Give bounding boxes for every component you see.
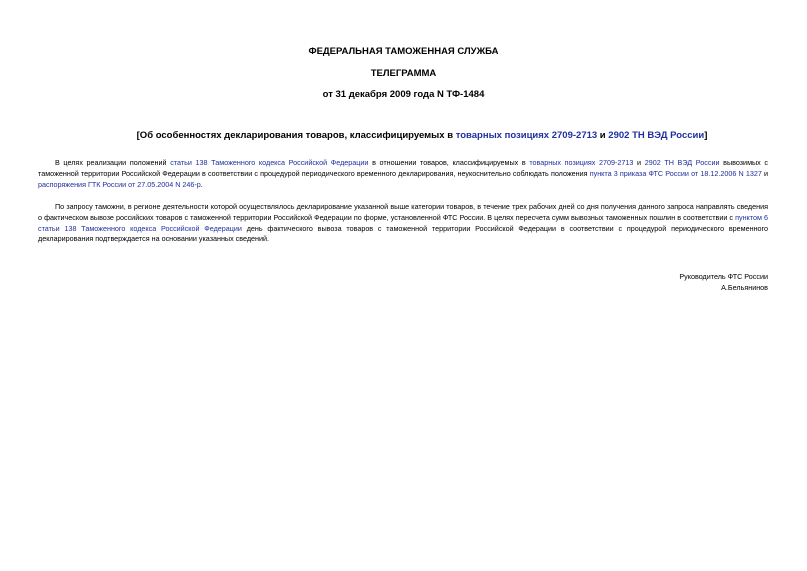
text-fragment: и bbox=[633, 158, 645, 167]
subject-middle: и bbox=[597, 130, 609, 141]
signature-title: Руководитель ФТС России bbox=[679, 272, 768, 281]
subject-prefix: [Об особенностях декларирования товаров, классифицируемых в bbox=[136, 130, 456, 141]
link-commodity-positions[interactable]: товарных позициях 2709-2713 bbox=[529, 158, 634, 167]
document-type: ТЕЛЕГРАММА bbox=[370, 68, 437, 79]
link-directive-246r[interactable]: распоряжения ГТК России от 27.05.2004 N 246-р bbox=[38, 179, 201, 189]
link-order-1327[interactable]: пункта 3 приказа ФТС России от 18.12.2006 N 1327 bbox=[589, 168, 762, 178]
link-article-138-item-6[interactable]: пунктом 6 статьи 138 Таможенного кодекса Российской Федерации bbox=[38, 212, 768, 233]
document-date: от 31 декабря 2009 года N ТФ-1484 bbox=[322, 89, 485, 100]
text-fragment: По запросу таможни, в регионе деятельности которой осуществлялось декларирование указанной выше категории товаров, в течение трех рабочих дней со дня получения данного запроса направлять сведения о фактическом вывозе российских товаров с таможенной территории Российской Федерации по форме, установленной ФТС России. В целях пересчета сумм вывозных таможенных пошлин в соответствии с bbox=[38, 202, 768, 222]
text-fragment: вывозимых с таможенной территории Российской Федерации в соответствии с процедурой периодического временного декларирования, неукоснительно соблюдать положения bbox=[38, 158, 769, 178]
text-fragment: В целях реализации положений bbox=[55, 158, 171, 167]
organization-title: ФЕДЕРАЛЬНАЯ ТАМОЖЕННАЯ СЛУЖБА bbox=[308, 46, 499, 57]
paragraph-1 bbox=[38, 158, 768, 190]
link-commodity-positions[interactable]: товарных позициях 2709-2713 bbox=[455, 130, 598, 141]
signature-name: А.Бельянинов bbox=[721, 283, 768, 292]
link-tn-ved-2902[interactable]: 2902 ТН ВЭД России bbox=[644, 158, 720, 167]
subject-suffix: ] bbox=[704, 130, 708, 141]
document-subject bbox=[38, 130, 806, 141]
text-fragment: и bbox=[761, 168, 768, 178]
text-fragment: . bbox=[200, 179, 203, 189]
text-fragment: в отношении товаров, классифицируемых в bbox=[368, 158, 530, 167]
link-tn-ved-2902[interactable]: 2902 ТН ВЭД России bbox=[608, 130, 705, 141]
link-article-138[interactable]: статьи 138 Таможенного кодекса Российской Федерации bbox=[170, 158, 369, 167]
text-fragment: день фактического вывоза товаров с таможенной территории Российской Федерации в соответствии с процедурой периодического временного декларирования подтверждается на основании указанных сведений. bbox=[38, 223, 768, 244]
paragraph-2 bbox=[38, 202, 768, 245]
